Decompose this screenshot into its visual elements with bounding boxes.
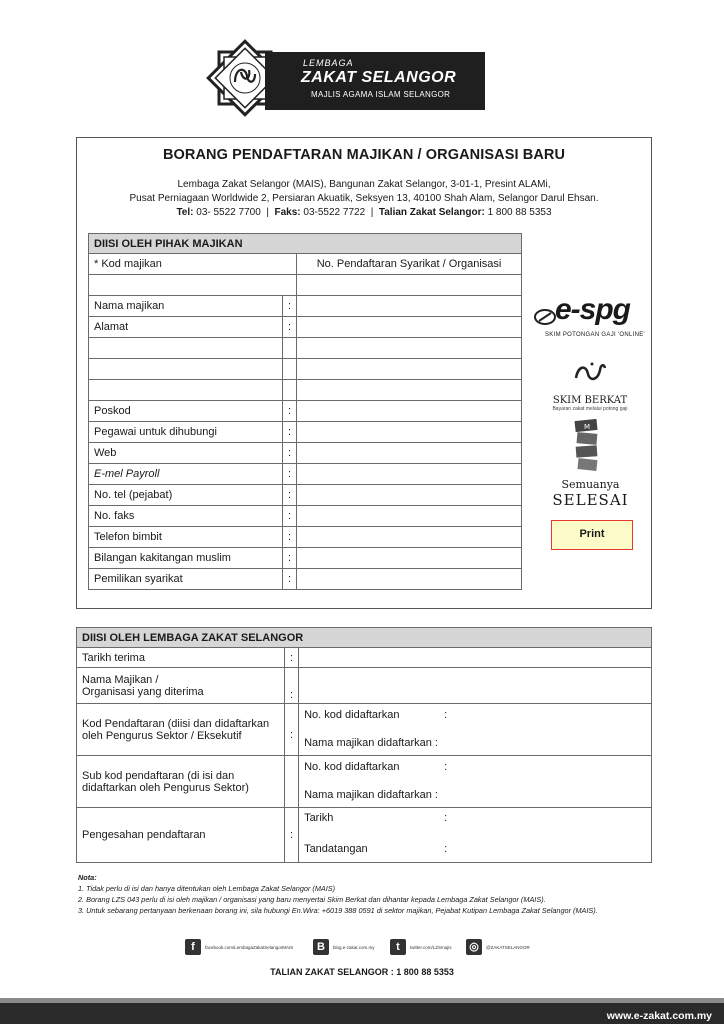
- print-button[interactable]: Print: [551, 520, 633, 550]
- logo-line-1: LEMBAGA: [303, 58, 354, 68]
- field-label: No. tel (pejabat): [89, 485, 283, 506]
- skim-berkat-title: SKIM BERKAT: [552, 395, 628, 406]
- sub-kod-input[interactable]: [299, 756, 652, 808]
- nama-didaftar-label: Nama majikan didaftarkan :: [304, 789, 438, 801]
- employer-field-row: [89, 464, 522, 485]
- field-input[interactable]: [297, 506, 522, 527]
- mudah-blocks-icon: [573, 418, 601, 478]
- footer-stripe: [0, 998, 724, 1003]
- field-label: E-mel Payroll: [89, 464, 283, 485]
- address-line-2: Pusat Perniagaan Worldwide 2, Persiaran Akuatik, Seksyen 13, 40100 Shah Alam, Selangor Darul Ehsan.: [129, 193, 599, 204]
- field-colon: :: [283, 506, 297, 527]
- employer-field-row: [89, 422, 522, 443]
- social-facebook[interactable]: [185, 938, 293, 956]
- nota-item-1: 1. Tidak perlu di isi dan hanya ditentukan oleh Lembaga Zakat Selangor (MAIS): [78, 884, 336, 893]
- fax-value: 03-5522 7722: [303, 207, 366, 218]
- skim-berkat-calligraphy-icon: [572, 358, 608, 388]
- field-label: Poskod: [89, 401, 283, 422]
- tandatangan-label: Tandatangan: [304, 842, 368, 855]
- sub-kod-label: [77, 756, 285, 808]
- field-input[interactable]: [297, 464, 522, 485]
- employer-field-row: [89, 317, 522, 338]
- tel-value: 03- 5522 7700: [196, 207, 261, 218]
- employer-field-row: [89, 506, 522, 527]
- employer-field-row: [89, 569, 522, 590]
- field-input[interactable]: [297, 401, 522, 422]
- field-input[interactable]: [297, 443, 522, 464]
- field-colon: [283, 380, 297, 401]
- nama-diterima-line1: Nama Majikan /: [82, 673, 159, 686]
- field-label: Alamat: [89, 317, 283, 338]
- employer-field-row: [89, 296, 522, 317]
- semuanya-selesai: [543, 478, 638, 509]
- address-line-1: Lembaga Zakat Selangor (MAIS), Bangunan Zakat Selangor, 3-01-1, Presint ALAMi,: [177, 179, 551, 190]
- colon: :: [444, 708, 448, 721]
- field-label: Telefon bimbit: [89, 527, 283, 548]
- field-colon: :: [283, 569, 297, 590]
- espg-subtitle: SKIM POTONGAN GAJI 'ONLINE': [545, 332, 645, 338]
- field-label: [89, 380, 283, 401]
- espg-logo: [533, 295, 645, 340]
- kod-pendaftaran-line2: oleh Pengurus Sektor / Eksekutif: [82, 729, 242, 742]
- employer-field-row: [89, 485, 522, 506]
- espg-badge-icon: [533, 307, 557, 327]
- footer-talian: TALIAN ZAKAT SELANGOR : 1 800 88 5353: [270, 967, 454, 977]
- field-label: No. faks: [89, 506, 283, 527]
- tarikh-terima-input[interactable]: [299, 648, 652, 668]
- field-input[interactable]: [297, 317, 522, 338]
- field-label: [89, 359, 283, 380]
- tarikh-terima-label: Tarikh terima: [77, 648, 285, 668]
- kod-pendaftaran-line1: Kod Pendaftaran (diisi dan didaftarkan: [82, 717, 270, 730]
- nota-heading: Nota:: [78, 873, 97, 882]
- employer-field-row: [89, 380, 522, 401]
- selesai-text: SELESAI: [552, 491, 629, 509]
- field-colon: :: [283, 548, 297, 569]
- twitter-icon: t: [390, 939, 406, 955]
- field-input[interactable]: [297, 569, 522, 590]
- employer-field-row: [89, 359, 522, 380]
- employer-field-row: [89, 443, 522, 464]
- colon: :: [285, 808, 299, 863]
- field-label: Bilangan kakitangan muslim: [89, 548, 283, 569]
- facebook-text: facebook.com/LembagaZakatSelangorMAIS: [205, 944, 294, 950]
- field-colon: :: [283, 317, 297, 338]
- kod-majikan-input[interactable]: [89, 275, 297, 296]
- pengesahan-input[interactable]: [299, 808, 652, 863]
- employer-field-row: [89, 401, 522, 422]
- no-kod-label: No. kod didaftarkan: [304, 708, 400, 721]
- nota-item-3: 3. Untuk sebarang pertanyaan berkenaan borang ini, sila hubungi En.Wira: +6019 388 0591 di sektor majikan, Pejabat Kutipan Lembaga Zakat Selangor (MAIS).: [78, 906, 598, 915]
- logo-line-2: ZAKAT SELANGOR: [301, 69, 457, 86]
- field-colon: :: [283, 527, 297, 548]
- no-pendaftaran-input[interactable]: [297, 275, 522, 296]
- field-colon: :: [283, 464, 297, 485]
- field-input[interactable]: [297, 422, 522, 443]
- footer-url[interactable]: www.e-zakat.com.my: [606, 1010, 712, 1022]
- field-colon: :: [283, 296, 297, 317]
- colon: :: [285, 704, 299, 756]
- sub-kod-line1: Sub kod pendaftaran (di isi dan: [82, 769, 235, 782]
- field-input[interactable]: [297, 380, 522, 401]
- field-colon: :: [283, 422, 297, 443]
- form-title: BORANG PENDAFTARAN MAJIKAN / ORGANISASI BARU: [162, 147, 566, 163]
- field-colon: [283, 338, 297, 359]
- employer-field-row: [89, 338, 522, 359]
- semuanya-text: Semuanya: [561, 478, 620, 491]
- twitter-text: twitter.com/LZSmajis: [410, 944, 452, 950]
- field-input[interactable]: [297, 296, 522, 317]
- field-colon: :: [283, 485, 297, 506]
- kod-pendaftaran-input[interactable]: [299, 704, 652, 756]
- field-colon: :: [283, 401, 297, 422]
- nama-didaftar-label: Nama majikan didaftarkan :: [304, 737, 438, 749]
- employer-field-row: [89, 548, 522, 569]
- lzs-logo-band: [265, 52, 485, 110]
- talian-label: Talian Zakat Selangor:: [378, 207, 485, 218]
- talian-value: 1 800 88 5353: [487, 207, 552, 218]
- blogger-icon: B: [313, 939, 329, 955]
- lzs-section-heading: DIISI OLEH LEMBAGA ZAKAT SELANGOR: [77, 628, 652, 648]
- tarikh-label: Tarikh: [304, 811, 334, 824]
- colon-empty: [285, 756, 299, 808]
- social-blog[interactable]: [313, 938, 375, 956]
- nota-item-2: 2. Borang LZS 043 perlu di isi oleh majikan / organisasi yang baru menyertai Skim Berkat dan dihantar kepada Lembaga Zakat Selangor (MAIS).: [78, 895, 546, 904]
- logo-line-3: MAJLIS AGAMA ISLAM SELANGOR: [311, 90, 451, 99]
- colon: :: [444, 811, 448, 824]
- facebook-icon: f: [185, 939, 201, 955]
- field-label: Pegawai untuk dihubungi: [89, 422, 283, 443]
- no-pendaftaran-label: No. Pendaftaran Syarikat / Organisasi: [297, 254, 522, 275]
- field-input[interactable]: [297, 485, 522, 506]
- colon: :: [285, 648, 299, 668]
- fax-label: Faks:: [274, 207, 301, 218]
- instagram-icon: ◎: [466, 939, 482, 955]
- field-input[interactable]: [297, 548, 522, 569]
- colon: :: [285, 668, 299, 704]
- kod-majikan-label: * Kod majikan: [89, 254, 297, 275]
- colon: :: [444, 842, 448, 855]
- instagram-text: @ZAKATSELANGOR: [486, 944, 530, 950]
- blog-text: blog.e-zakat.com.my: [333, 944, 375, 950]
- field-label: Nama majikan: [89, 296, 283, 317]
- skim-berkat-logo: [545, 358, 635, 412]
- employer-section-heading: DIISI OLEH PIHAK MAJIKAN: [89, 234, 522, 254]
- field-input[interactable]: [297, 527, 522, 548]
- employer-table: [88, 233, 522, 590]
- field-label: Pemilikan syarikat: [89, 569, 283, 590]
- kod-pendaftaran-label: [77, 704, 285, 756]
- nota-section: [78, 872, 598, 916]
- contact-line: Tel: 03- 5522 7700 | Faks: 03-5522 7722 | Talian Zakat Selangor: 1 800 88 5353: [176, 207, 552, 218]
- field-input[interactable]: [297, 359, 522, 380]
- social-twitter[interactable]: [390, 938, 452, 956]
- field-label: Web: [89, 443, 283, 464]
- tel-label: Tel:: [176, 207, 194, 218]
- nama-diterima-input[interactable]: [299, 668, 652, 704]
- pengesahan-label: Pengesahan pendaftaran: [77, 808, 285, 863]
- colon: :: [444, 760, 448, 773]
- social-instagram[interactable]: [466, 938, 530, 956]
- skim-berkat-subtitle: Bayaran zakat melalui potong gaji: [552, 406, 628, 412]
- lzs-table: [76, 627, 652, 863]
- field-input[interactable]: [297, 338, 522, 359]
- field-colon: :: [283, 443, 297, 464]
- svg-text:M: M: [584, 423, 591, 431]
- field-colon: [283, 359, 297, 380]
- employer-field-row: [89, 527, 522, 548]
- nama-diterima-label: [77, 668, 285, 704]
- no-kod-label: No. kod didaftarkan: [304, 760, 400, 773]
- field-label: [89, 338, 283, 359]
- sub-kod-line2: didaftarkan oleh Pengurus Sektor): [82, 781, 249, 794]
- espg-mark: e-spg: [555, 293, 631, 326]
- nama-diterima-line2: Organisasi yang diterima: [82, 685, 204, 698]
